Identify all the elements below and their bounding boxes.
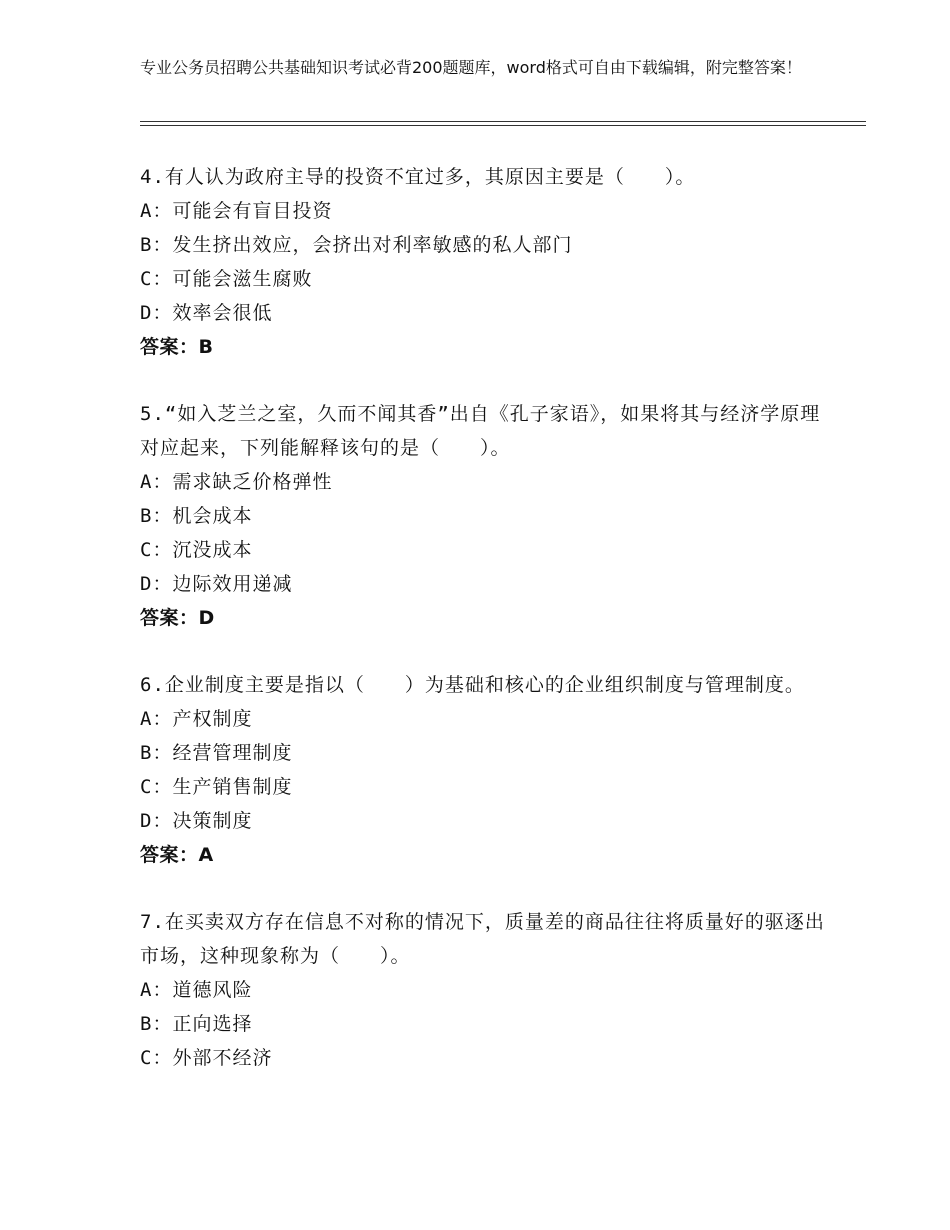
option-a: A：产权制度 <box>140 708 253 730</box>
option-b: B：机会成本 <box>140 505 253 527</box>
option-d: D：效率会很低 <box>140 302 273 324</box>
option-d: D：边际效用递减 <box>140 573 293 595</box>
question-4 <box>140 160 830 364</box>
option-b: B：正向选择 <box>140 1013 253 1035</box>
question-7 <box>140 905 830 1075</box>
question-list <box>140 160 830 1108</box>
question-6 <box>140 668 830 872</box>
option-c: C：生产销售制度 <box>140 776 293 798</box>
question-stem: 6.企业制度主要是指以（ ）为基础和核心的企业组织制度与管理制度。 <box>140 674 805 696</box>
question-stem: 5.“如入芝兰之室，久而不闻其香”出自《孔子家语》，如果将其与经济学原理对应起来，下列能解释该句的是（ ）。 <box>140 403 821 459</box>
header-divider-bottom <box>140 125 866 126</box>
question-stem: 7.在买卖双方存在信息不对称的情况下，质量差的商品往往将质量好的驱逐出市场，这种现象称为（ ）。 <box>140 911 825 967</box>
option-c: C：沉没成本 <box>140 539 253 561</box>
option-c: C：可能会滋生腐败 <box>140 268 313 290</box>
header-divider-top <box>140 121 866 122</box>
question-stem: 4.有人认为政府主导的投资不宜过多，其原因主要是（ ）。 <box>140 166 696 188</box>
answer-label: 答案：B <box>140 336 214 358</box>
option-d: D：决策制度 <box>140 810 253 832</box>
option-b: B：发生挤出效应，会挤出对利率敏感的私人部门 <box>140 234 573 256</box>
answer-label: 答案：D <box>140 607 215 629</box>
option-b: B：经营管理制度 <box>140 742 293 764</box>
question-5 <box>140 397 830 635</box>
option-c: C：外部不经济 <box>140 1047 273 1069</box>
answer-label: 答案：A <box>140 844 214 866</box>
option-a: A：可能会有盲目投资 <box>140 200 333 222</box>
option-a: A：道德风险 <box>140 979 253 1001</box>
option-a: A：需求缺乏价格弹性 <box>140 471 333 493</box>
page-header: 专业公务员招聘公共基础知识考试必背200题题库，word格式可自由下载编辑，附完整答案！ <box>140 58 802 77</box>
